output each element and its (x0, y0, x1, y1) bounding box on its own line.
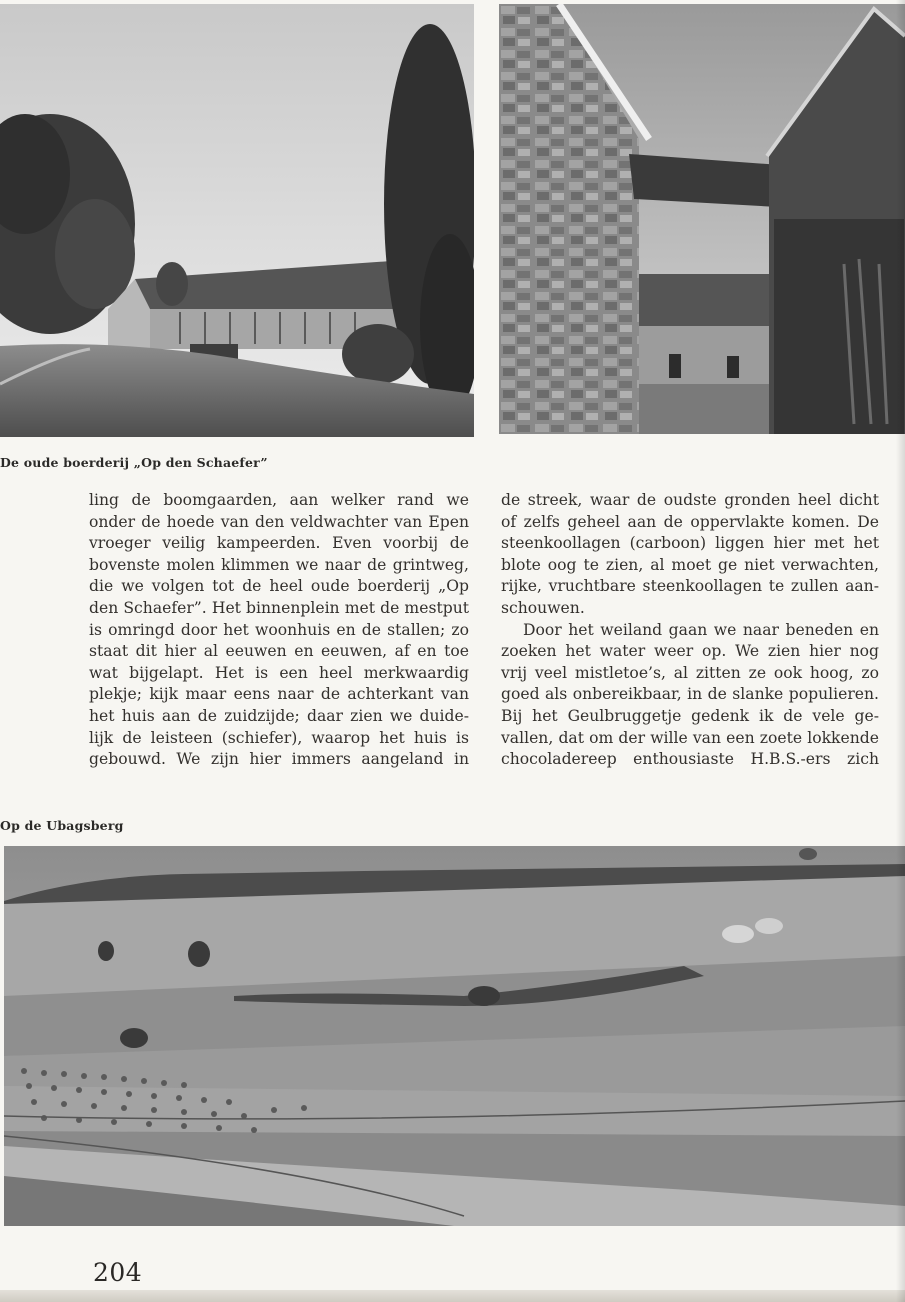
text-line: chocoladereep enthousiaste H.B.S.-ers zich (501, 750, 879, 769)
courtyard-photo (499, 4, 905, 434)
text-line: plekje; kijk maar eens naar de achterkant van (89, 685, 469, 704)
text-line: rijke, vruchtbare steenkoollagen te zullen aan- (501, 577, 879, 596)
text-line: of zelfs geheel aan de oppervlakte komen. De (501, 512, 879, 531)
text-line: bovenste molen klimmen we naar de grintweg, (89, 555, 469, 574)
text-line: schouwen. (501, 598, 585, 617)
text-line: vroeger veilig kampeerden. Even voorbij de (89, 534, 469, 553)
text-line: vallen, dat om der wille van een zoete lokkende (501, 728, 879, 747)
text-line: vrij veel mistletoe’s, al zitten ze ook hoog, zo (501, 663, 879, 682)
page-shadow (896, 0, 905, 1302)
text-line: den Schaefer”. Het binnenplein met de mestput (89, 598, 469, 617)
ubagsberg-caption: Op de Ubagsberg (0, 818, 124, 833)
text-line: gebouwd. We zijn hier immers aangeland in (89, 750, 469, 769)
text-line: lijk de leisteen (schiefer), waarop het huis is (89, 728, 469, 747)
text-line: goed als onbereikbaar, in de slanke populieren. (501, 685, 879, 704)
text-line: zoeken het water weer op. We zien hier nog (501, 642, 879, 661)
right-column (501, 490, 879, 771)
farm-photo (0, 4, 474, 437)
text-line: ling de boomgaarden, aan welker rand we (89, 491, 469, 509)
farm-caption: De oude boerderij „Op den Schaefer” (0, 455, 268, 470)
text-line: staat dit hier al eeuwen en eeuwen, af en toe (89, 642, 469, 661)
text-line: onder de hoede van den veldwachter van Epen (89, 512, 469, 531)
text-line: Bij het Geulbruggetje gedenk ik de vele ge- (501, 706, 879, 725)
text-line: die we volgen tot de heel oude boerderij „Op (89, 577, 469, 596)
text-line: de streek, waar de oudste gronden heel dicht (501, 491, 879, 509)
left-column (89, 490, 469, 771)
ubagsberg-photo (4, 846, 905, 1226)
page-edge (0, 1290, 905, 1302)
text-line: Door het weiland gaan we naar beneden en (523, 620, 879, 639)
page-number: 204 (93, 1258, 143, 1287)
text-line: wat bijgelapt. Het is een heel merkwaardig (89, 663, 469, 682)
text-line: het huis aan de zuidzijde; daar zien we duide- (89, 706, 469, 725)
text-line: steenkoollagen (carboon) liggen hier met het (501, 534, 879, 553)
text-line: is omringd door het woonhuis en de stallen; zo (89, 620, 469, 639)
text-line: blote oog te zien, al moet ge niet verwachten, (501, 555, 879, 574)
